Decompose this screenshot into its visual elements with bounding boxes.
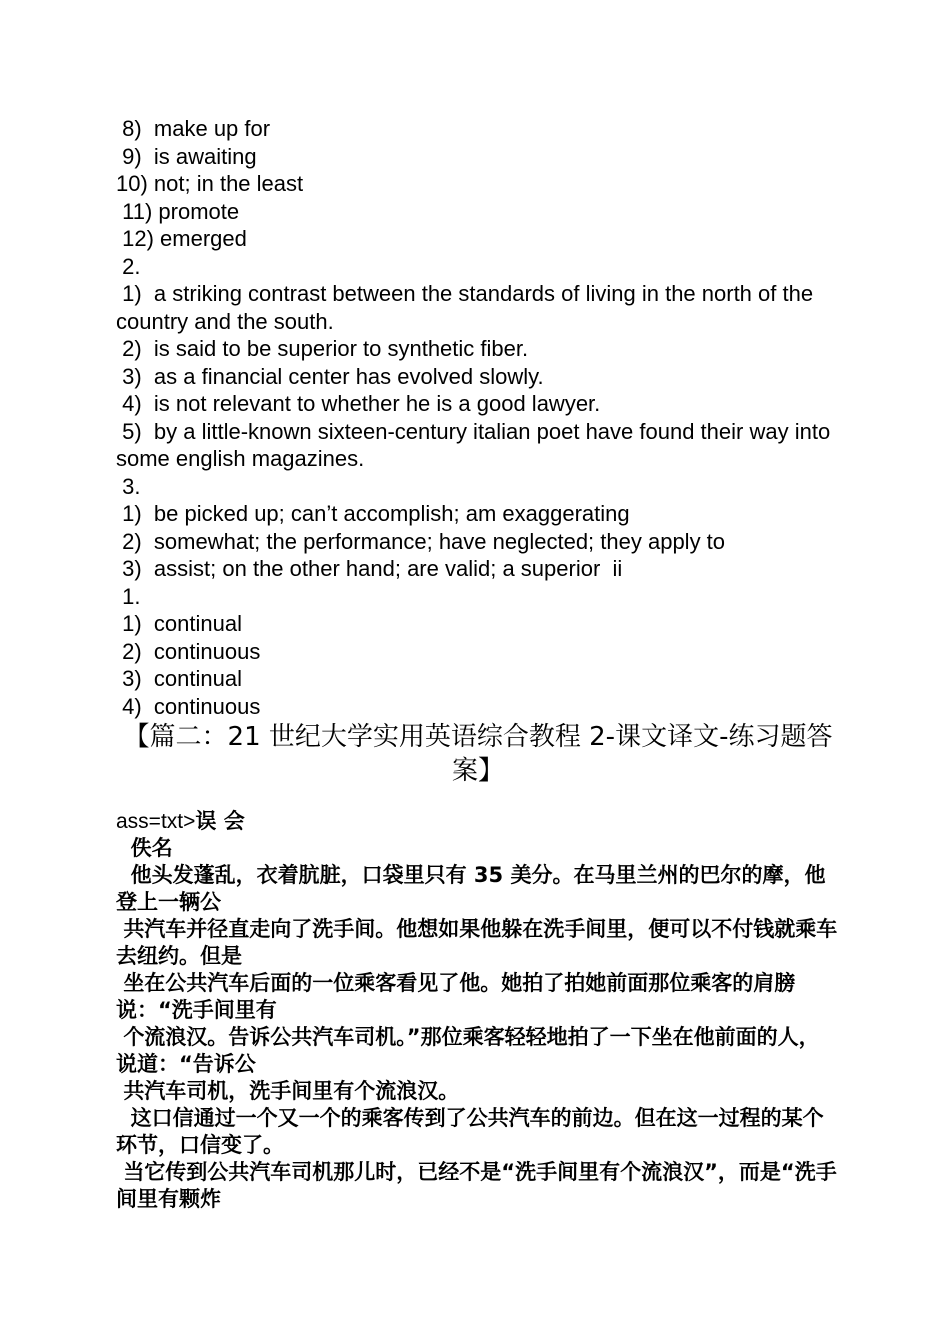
- translation-line: 这口信通过一个又一个的乘客传到了公共汽车的前边。但在这一过程的某个环节，口信变了。: [116, 1106, 824, 1157]
- answer-line: 10) not; in the least: [116, 171, 304, 196]
- stray-markup: ass=txt>: [116, 810, 196, 833]
- answer-line: 4) is not relevant to whether he is a good lawyer.: [116, 391, 601, 416]
- answer-line: 4) continuous: [116, 693, 261, 719]
- answer-line: 1) continual: [116, 611, 242, 636]
- answer-list: [116, 115, 840, 720]
- translation-line: 共汽车并径直走向了洗手间。他想如果他躲在洗手间里，便可以不付钱就乘车去纽约。但是: [116, 917, 838, 968]
- translation-line: 他头发蓬乱，衣着肮脏，口袋里只有 35 美分。在马里兰州的巴尔的摩，他登上一辆公: [116, 863, 826, 914]
- answer-line: 1) be picked up; can’t accomplish; am exaggerating: [116, 501, 630, 526]
- answer-line: 3) as a financial center has evolved slowly.: [116, 363, 544, 389]
- answer-line: 2) is said to be superior to synthetic fiber.: [116, 336, 529, 361]
- translation-text: [116, 808, 840, 1213]
- translation-paragraphs: [116, 835, 840, 1213]
- translation-line: 佚名: [116, 836, 173, 860]
- translation-line: 个流浪汉。告诉公共汽车司机。”那位乘客轻轻地拍了一下坐在他前面的人，说道：“告诉公: [116, 1025, 820, 1076]
- answer-line: 2) continuous: [116, 638, 261, 664]
- translation-line: 坐在公共汽车后面的一位乘客看见了他。她拍了拍她前面那位乘客的肩膀说：“洗手间里有: [116, 971, 796, 1022]
- answer-line: 3) assist; on the other hand; are valid; a superior ii: [116, 556, 623, 581]
- translation-title: 误 会: [195, 809, 245, 833]
- translation-line: 当它传到公共汽车司机那儿时，已经不是“洗手间里有个流浪汉”，而是“洗手间里有颗炸: [116, 1160, 837, 1211]
- answer-line: 8) make up for: [116, 116, 271, 141]
- section-heading: 【篇二：21 世纪大学实用英语综合教程 2-课文译文-练习题答案】: [123, 722, 833, 786]
- translation-title-line: [116, 808, 840, 835]
- answer-line: 2.: [116, 253, 141, 279]
- answer-line: 3.: [116, 473, 141, 499]
- translation-line: 共汽车司机，洗手间里有个流浪汉。: [116, 1079, 460, 1103]
- answer-line: 12) emerged: [116, 226, 247, 251]
- answer-line: 3) continual: [116, 666, 242, 691]
- answer-line: 1) a striking contrast between the standards of living in the north of the country and the south.: [116, 281, 820, 334]
- answer-line: 1.: [116, 583, 141, 609]
- answer-line: 11) promote: [116, 198, 240, 224]
- answer-line: 5) by a little-known sixteen-century italian poet have found their way into some english magazines.: [116, 418, 837, 471]
- document-page: [116, 115, 840, 1213]
- answer-line: 2) somewhat; the performance; have neglected; they apply to: [116, 528, 726, 554]
- answer-line: 9) is awaiting: [116, 143, 257, 169]
